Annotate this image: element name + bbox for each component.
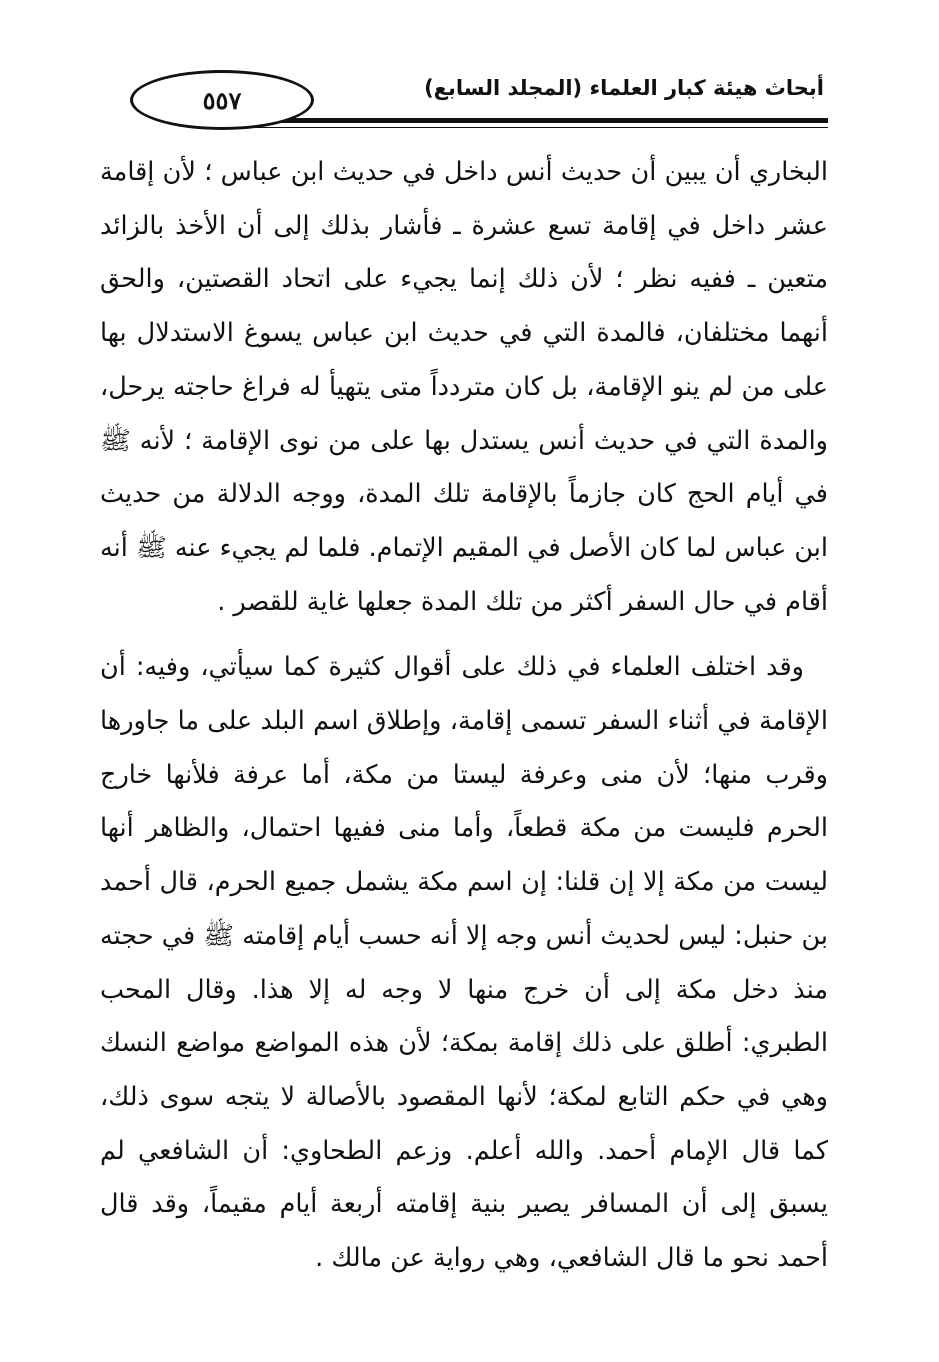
page-header [100, 58, 828, 132]
running-title: أبحاث هيئة كبار العلماء (المجلد السابع) [424, 76, 824, 100]
paragraph-2: وقد اختلف العلماء في ذلك على أقوال كثيرة كما سيأتي، وفيه: أن الإقامة في أثناء السفر تسمى إقامة، وإطلاق اسم البلد على ما جاورها وقرب منها؛ لأن منى وعرفة ليستا من مكة، أما عرفة فلأنها خارج الحرم فليست من مكة قطعاً، وأما منى ففيها احتمال، والظاهر أنها ليست من مكة إلا إن قلنا: إن اسم مكة يشمل جميع الحرم، قال أحمد بن حنبل: ليس لحديث أنس وجه إلا أنه حسب أيام إقامته ﷺ في حجته منذ دخل مكة إلى أن خرج منها لا وجه له إلا هذا. وقال المحب الطبري: أطلق على ذلك إقامة بمكة؛ لأن هذه المواضع مواضع النسك وهي في حكم التابع لمكة؛ لأنها المقصود بالأصالة لا يتجه سوى ذلك، كما قال الإمام أحمد. والله أعلم. وزعم الطحاوي: أن الشافعي لم يسبق إلى أن المسافر يصير بنية إقامته أربعة أيام مقيماً، وقد قال أحمد نحو ما قال الشافعي، وهي رواية عن مالك . [100, 652, 828, 1274]
header-rule-thick [218, 118, 828, 123]
page-number: ٥٥٧ [202, 85, 242, 115]
page-number-badge [130, 70, 314, 130]
body-text [100, 146, 828, 1286]
paragraph-1: البخاري أن يبين أن حديث أنس داخل في حديث ابن عباس ؛ لأن إقامة عشر داخل في إقامة تسع عشرة ـ فأشار بذلك إلى أن الأخذ بالزائد متعين ـ ففيه نظر ؛ لأن ذلك إنما يجيء على اتحاد القصتين، والحق أنهما مختلفان، فالمدة التي في حديث ابن عباس يسوغ الاستدلال بها على من لم ينو الإقامة، بل كان متردداً متى يتهيأ له فراغ حاجته يرحل، والمدة التي في حديث أنس يستدل بها على من نوى الإقامة ؛ لأنه ﷺ في أيام الحج كان جازماً بالإقامة تلك المدة، ووجه الدلالة من حديث ابن عباس لما كان الأصل في المقيم الإتمام. فلما لم يجيء عنه ﷺ أنه أقام في حال السفر أكثر من تلك المدة جعلها غاية للقصر . [100, 157, 828, 617]
header-rule-thin [218, 127, 828, 128]
